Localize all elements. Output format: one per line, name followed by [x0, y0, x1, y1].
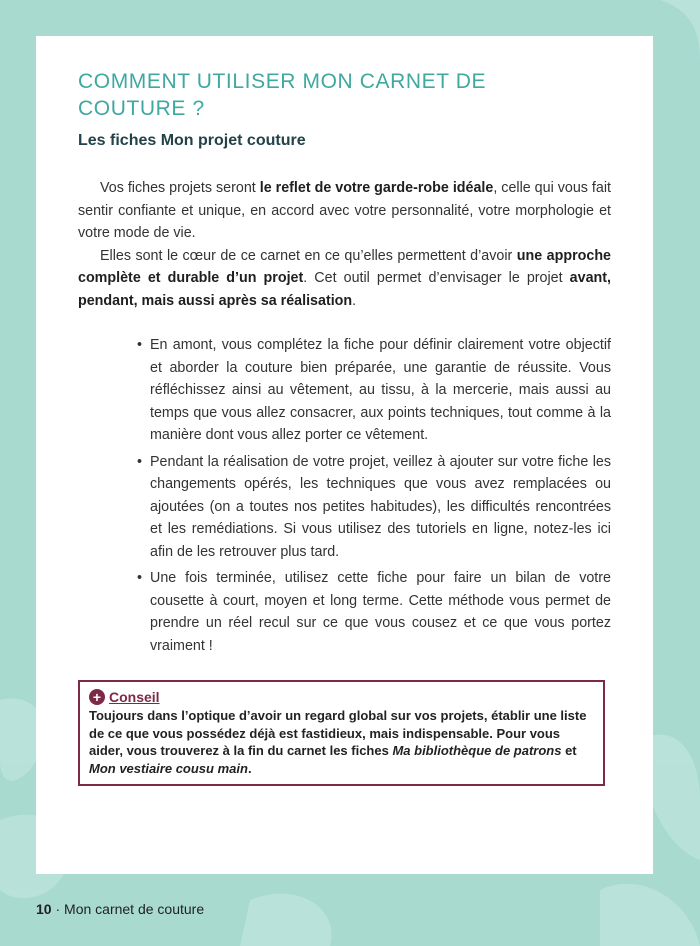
tip-text	[89, 707, 594, 777]
bullet-icon: •	[137, 337, 143, 353]
intro-text	[78, 177, 611, 312]
p2-text-2: . Cet outil permet d’envisager le projet	[303, 270, 570, 286]
bullet-list	[78, 334, 611, 657]
plus-icon: +	[89, 689, 105, 705]
tip-text-1: Toujours dans l’optique d’avoir un regard global sur vos projets, établir une liste de ce que vous possédez déjà est fastidieux, mais indispensable. Pour vous aider, vous trouverez à la fin du carnet les fiches	[89, 708, 587, 758]
list-item-text: En amont, vous complétez la fiche pour définir clairement votre objectif et aborder la couture bien préparée, une garantie de réussite. Vous réfléchissez ainsi au vêtement, au tissu, à la mercerie, mais aussi au temps que vous allez consacrer, aux points techniques, tout comme à la manière dont vous allez porter ce vêtement.	[150, 337, 611, 443]
page-footer	[36, 901, 204, 917]
section-subtitle: Les fiches Mon projet couture	[78, 132, 306, 149]
tip-italic-2: Mon vestiaire cousu main	[89, 760, 248, 776]
page-sheet	[36, 36, 653, 874]
bullet-icon: •	[137, 570, 143, 586]
p1-text-end: , celle qui vous fait sentir confiante et unique, en accord avec votre personnalité, votre morphologie et votre mode de vie.	[78, 180, 611, 241]
list-item	[137, 334, 611, 447]
tip-italic-1: Ma bibliothèque de patrons	[392, 743, 562, 758]
p2-bold-2: avant, pendant, mais aussi après sa réalisation	[78, 270, 611, 309]
page-title: COMMENT UTILISER MON CARNET DE COUTURE ?	[78, 70, 487, 120]
list-item-text: Pendant la réalisation de votre projet, veillez à ajouter sur votre fiche les changements opérés, les techniques que vous avez remplacées ou ajoutées (on a toutes nos petites habitudes), les difficultés rencontrées et les remédiations. Si vous utilisez des tutoriels en ligne, notez-les ici afin de les retrouver plus tard.	[150, 453, 611, 560]
list-item	[137, 567, 611, 657]
list-item-text: Une fois terminée, utilisez cette fiche pour faire un bilan de votre cousette à court, moyen et long terme. Cette méthode vous permet de prendre un réel recul sur ce que vous cousez et ce que vous portez vraiment !	[150, 570, 611, 654]
tip-header	[89, 689, 594, 705]
bullet-icon: •	[137, 453, 143, 470]
tip-box	[78, 680, 605, 786]
list-item	[137, 451, 611, 564]
tip-text-2: et	[561, 743, 577, 758]
p2-bold-1: une approche complète et durable d’un projet	[78, 247, 611, 286]
paragraph-1	[78, 177, 611, 245]
p1-text: Vos fiches projets seront	[100, 180, 260, 196]
footer-separator: ·	[51, 901, 65, 917]
p2-text-3: .	[352, 292, 357, 309]
page-number: 10	[36, 901, 52, 917]
paragraph-2	[78, 245, 611, 313]
book-title: Mon carnet de couture	[64, 901, 205, 917]
tip-label: Conseil	[109, 689, 160, 705]
tip-text-3: .	[247, 760, 252, 776]
p2-text: Elles sont le cœur de ce carnet en ce qu’elles permettent d’avoir	[100, 247, 517, 264]
p1-bold: le reflet de votre garde-robe idéale	[259, 180, 494, 196]
